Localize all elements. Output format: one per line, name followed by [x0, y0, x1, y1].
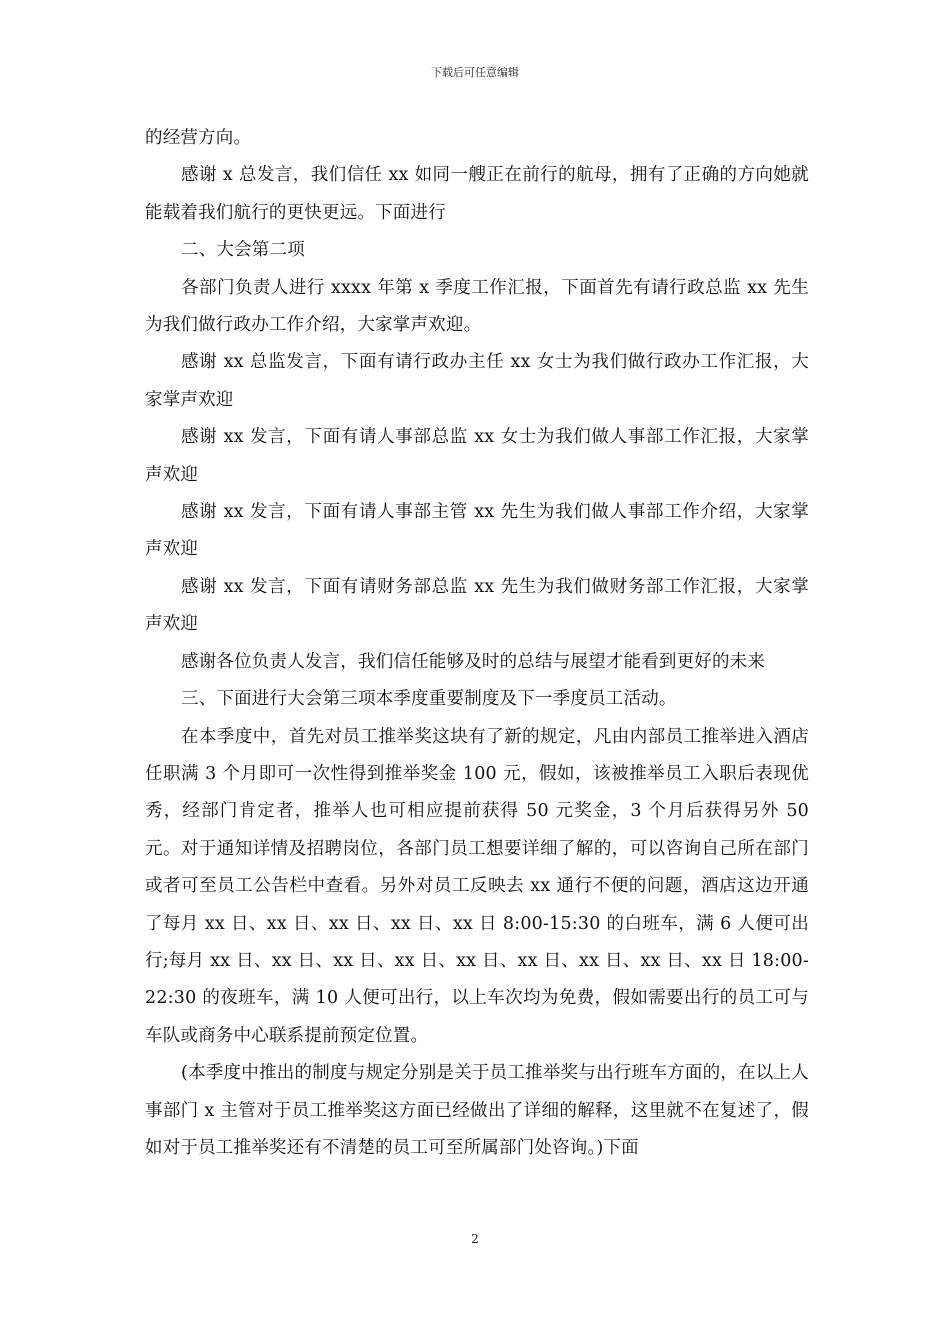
- paragraph-1: 的经营方向。: [145, 128, 252, 148]
- paragraph-9: 感谢各位负责人发言，我们信任能够及时的总结与展望才能看到更好的未来: [181, 651, 766, 672]
- paragraph-5: 感谢 xx 总监发言，下面有请行政办主任 xx 女士为我们做行政办工作汇报，大家掌声欢迎: [145, 352, 809, 410]
- paragraph-12: (本季度中推出的制度与规定分别是关于员工推举奖与出行班车方面的，在以上人事部门 x 主管对于员工推举奖这方面已经做出了详细的解释，这里就不在复述了，假如对于员工推举奖还有不清楚的员工可至所属部门处咨询。)下面: [145, 1063, 809, 1158]
- paragraph-11: 在本季度中，首先对员工推举奖这块有了新的规定，凡由内部员工推举进入酒店任职满 3 个月即可一次性得到推举奖金 100 元，假如，该被推举员工入职后表现优秀，经部门肯定者，推举人也可相应提前获得 50 元奖金，3 个月后获得另外 50 元。对于通知详情及招聘岗位，各部门员工想要详细了解的，可以咨询自己所在部门或者可至员工公告栏中查看。另外对员工反映去 xx 通行不便的问题，酒店这边开通了每月 xx 日、xx 日、xx 日、xx 日、xx 日 8:00-15:30 的白班车，满 6 人便可出行;每月 xx 日、xx 日、xx 日、xx 日、xx 日、xx 日、xx 日、xx 日、xx 日 18:00-22:30 的夜班车，满 10 人便可出行，以上车次均为免费，假如需要出行的员工可与车队或商务中心联系提前预定位置。: [145, 726, 809, 1046]
- page-header: 下载后可任意编辑: [431, 66, 519, 79]
- page-number: 2: [471, 1232, 479, 1246]
- section-heading-3: 三、下面进行大会第三项本季度重要制度及下一季度员工活动。: [181, 689, 677, 710]
- paragraph-2: 感谢 x 总发言，我们信任 xx 如同一艘正在前行的航母，拥有了正确的方向她就能载着我们航行的更快更远。下面进行: [145, 165, 809, 223]
- paragraph-7: 感谢 xx 发言，下面有请人事部主管 xx 先生为我们做人事部工作介绍，大家掌声欢迎: [145, 502, 809, 560]
- paragraph-6: 感谢 xx 发言，下面有请人事部总监 xx 女士为我们做人事部工作汇报，大家掌声欢迎: [145, 427, 809, 485]
- section-heading-2: 二、大会第二项: [181, 240, 305, 261]
- paragraph-8: 感谢 xx 发言，下面有请财务部总监 xx 先生为我们做财务部工作汇报，大家掌声欢迎: [145, 576, 809, 635]
- paragraph-4: 各部门负责人进行 xxxx 年第 x 季度工作汇报，下面首先有请行政总监 xx 先生为我们做行政办工作介绍，大家掌声欢迎。: [145, 277, 809, 336]
- document-body: [145, 120, 809, 1167]
